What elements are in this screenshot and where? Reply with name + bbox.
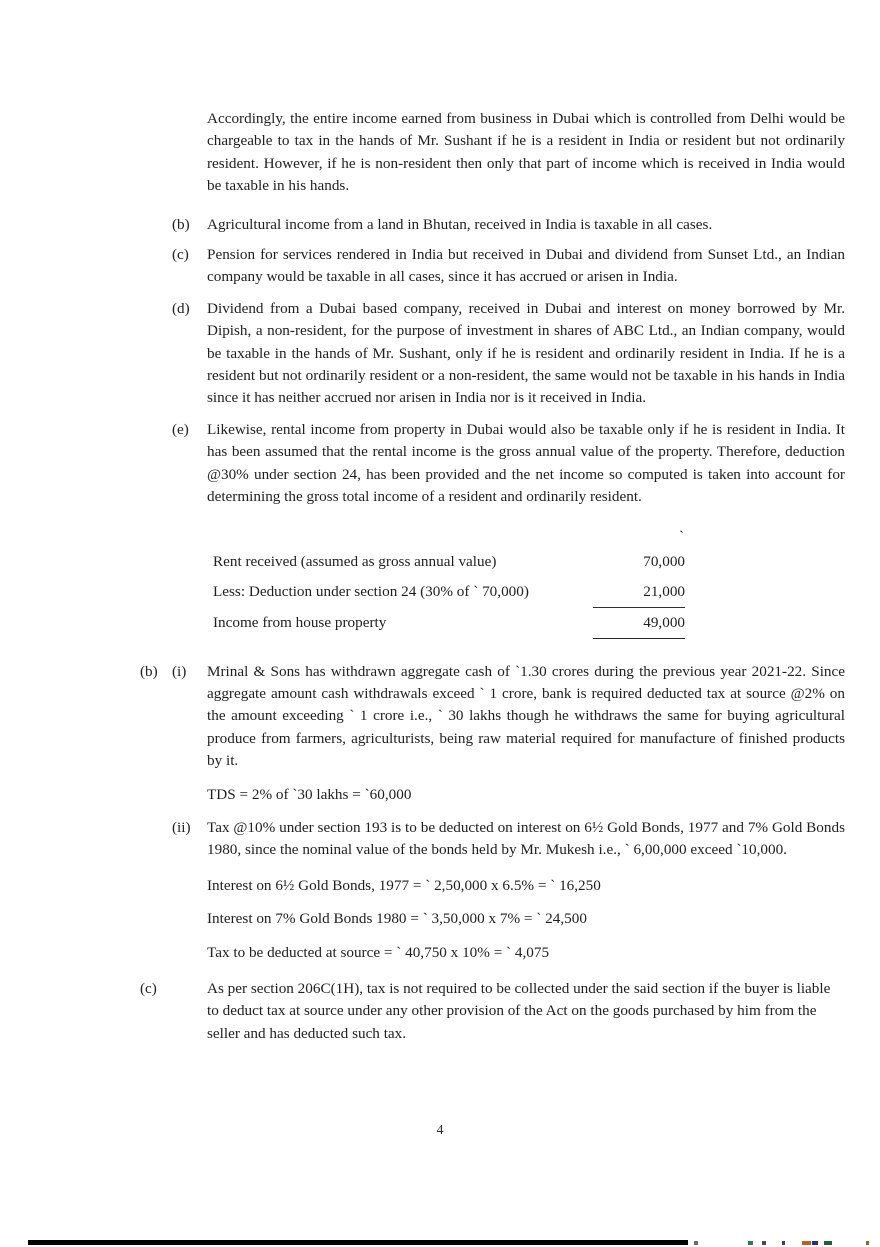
house-property-computation-table — [213, 527, 685, 639]
gold-bond-calculation-3 — [207, 942, 845, 964]
table-cell-amount: 21,000 — [593, 577, 685, 608]
list-item-b-text: Agricultural income from a land in Bhutan, received in India is taxable in all cases. — [207, 215, 713, 233]
list-item-e — [172, 419, 845, 509]
list-marker-e: (e) — [172, 420, 189, 438]
gold-bond-calculation-3-text: Tax to be deducted at source = ` 40,750 x 10% = ` 4,075 — [207, 943, 550, 961]
tds-calculation-line — [207, 784, 845, 806]
list-marker-i: (i) — [172, 662, 187, 680]
table-cell-amount: 49,000 — [593, 608, 685, 639]
scan-artifact-bar — [28, 1240, 688, 1245]
gold-bond-calculation-2 — [207, 908, 845, 930]
scan-artifact-fleck — [782, 1241, 785, 1245]
list-item-c-bottom — [140, 978, 845, 1045]
list-item-c — [172, 244, 845, 289]
scan-artifact-fleck — [748, 1241, 753, 1245]
scan-artifact-fleck — [694, 1241, 698, 1245]
opening-paragraph — [207, 108, 845, 198]
scan-artifact-fleck — [866, 1241, 869, 1245]
list-item-d-text: Dividend from a Dubai based company, received in Dubai and interest on money borrowed by Mr. Dipish, a non-resident, for the purpose of investment in shares of ABC Ltd., an Indian company, would be taxable in the hands of Mr. Sushant, only if he is resident and ordinarily resident in India. If he is a resident but not ordinarily resident or a non-resident, the same would not be taxable in his hands in India since it has neither accrued nor arisen in India nor is it received in India. — [207, 299, 845, 407]
list-item-b-i-text: Mrinal & Sons has withdrawn aggregate cash of `1.30 crores during the previous year 2021-22. Since aggregate amount cash withdrawals exceed ` 1 crore, bank is required deducted tax at source @2% on the amount exceeding ` 1 crore i.e., ` 30 lakhs though he withdraws the same for buying agricultural produce from farmers, agriculturists, being raw material required for manufacture of finished products by it. — [207, 662, 845, 770]
table-cell-label: Income from house property — [213, 613, 387, 631]
list-item-b-ii — [172, 817, 845, 862]
list-marker-b-outer: (b) — [140, 662, 158, 680]
table-row — [213, 577, 685, 608]
table-cell-label: Less: Deduction under section 24 (30% of ` 70,000) — [213, 582, 529, 600]
table-cell-amount: 70,000 — [643, 552, 685, 570]
table-row — [213, 547, 685, 577]
scan-artifact-fleck — [802, 1241, 811, 1245]
gold-bond-calculation-2-text: Interest on 7% Gold Bonds 1980 = ` 3,50,000 x 7% = ` 24,500 — [207, 910, 587, 928]
list-item-c-bottom-text: As per section 206C(1H), tax is not required to be collected under the said section if the buyer is liable to deduct tax at source under any other provision of the Act on the goods purchased by him from the seller and has deducted such tax. — [207, 979, 831, 1042]
list-marker-c: (c) — [172, 246, 189, 264]
list-item-e-text: Likewise, rental income from property in Dubai would also be taxable only if he is resident in India. It has been assumed that the rental income is the gross annual value of the property. Therefore, deduction @30% under section 24, has been provided and the net income so computed is taken into account for determining the gross total income of a resident and ordinarily resident. — [207, 420, 845, 506]
list-item-b-i — [140, 661, 845, 773]
tds-calculation-text: TDS = 2% of `30 lakhs = `60,000 — [207, 785, 412, 803]
gold-bond-calculation-1-text: Interest on 6½ Gold Bonds, 1977 = ` 2,50,000 x 6.5% = ` 16,250 — [207, 876, 601, 894]
list-marker-b: (b) — [172, 215, 190, 233]
currency-symbol-header: ` — [678, 527, 684, 545]
list-marker-d: (d) — [172, 299, 190, 317]
scan-artifact-fleck — [824, 1241, 832, 1245]
list-marker-c-bottom: (c) — [140, 979, 157, 997]
list-item-b — [172, 214, 845, 236]
table-row-total — [213, 608, 685, 639]
list-item-b-ii-text: Tax @10% under section 193 is to be deducted on interest on 6½ Gold Bonds, 1977 and 7% Gold Bonds 1980, since the nominal value of the bonds held by Mr. Mukesh i.e., ` 6,00,000 exceed `10,000. — [207, 818, 845, 859]
gold-bond-calculation-1 — [207, 875, 845, 897]
list-item-c-text: Pension for services rendered in India but received in Dubai and dividend from Sunset Ltd., an Indian company would be taxable in all cases, since it has accrued or arisen in India. — [207, 246, 845, 286]
page-number: 4 — [436, 1123, 444, 1138]
scan-artifact-fleck — [762, 1241, 766, 1245]
list-marker-ii: (ii) — [172, 818, 191, 836]
table-cell-label: Rent received (assumed as gross annual value) — [213, 552, 497, 570]
scan-artifact-fleck — [812, 1241, 818, 1245]
list-item-d — [172, 298, 845, 410]
opening-paragraph-text: Accordingly, the entire income earned from business in Dubai which is controlled from Delhi would be chargeable to tax in the hands of Mr. Sushant if he is a resident in India or resident but not ordinarily resident. However, if he is non-resident then only that part of income which is received in India would be taxable in his hands. — [207, 110, 845, 195]
